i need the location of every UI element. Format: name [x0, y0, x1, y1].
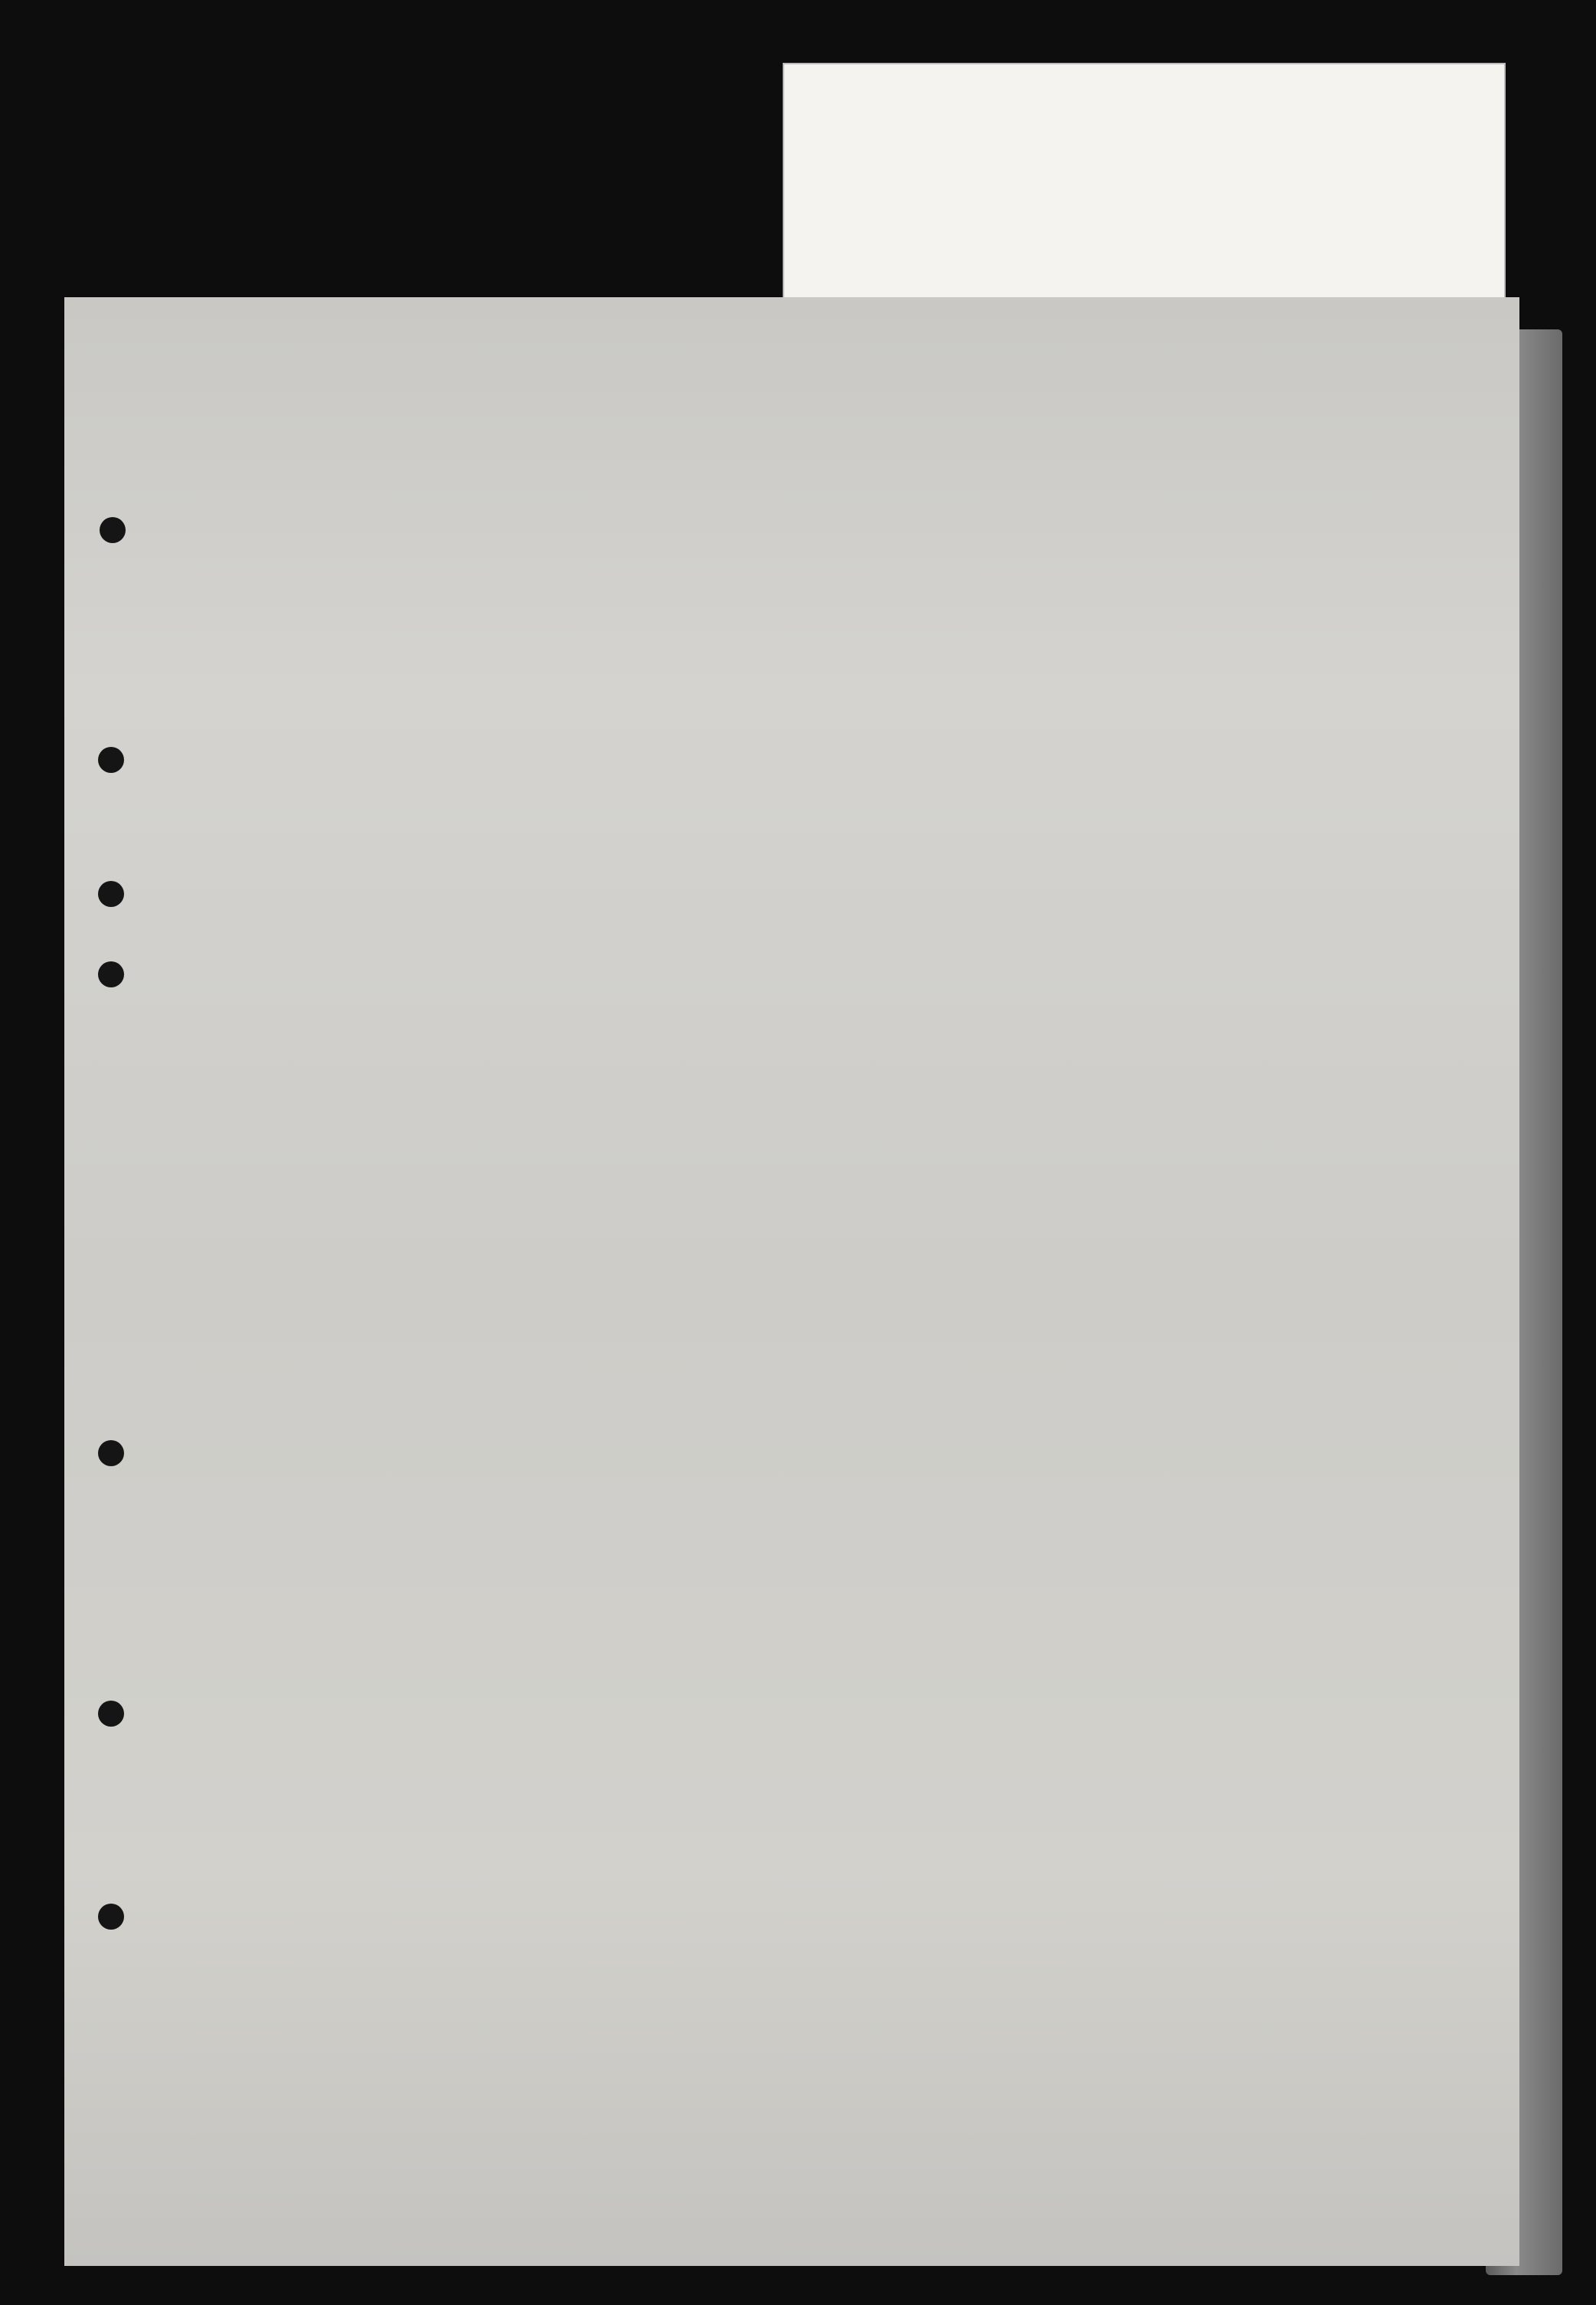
punch-hole-icon — [98, 961, 124, 987]
faded-document-label — [783, 63, 1506, 308]
punch-hole-icon — [100, 517, 126, 543]
punch-hole-icon — [98, 881, 124, 907]
punch-hole-icon — [98, 1440, 124, 1466]
paper-sheet — [64, 297, 1519, 2266]
punch-hole-icon — [98, 1904, 124, 1930]
punch-hole-icon — [98, 1701, 124, 1727]
punch-hole-icon — [98, 747, 124, 773]
